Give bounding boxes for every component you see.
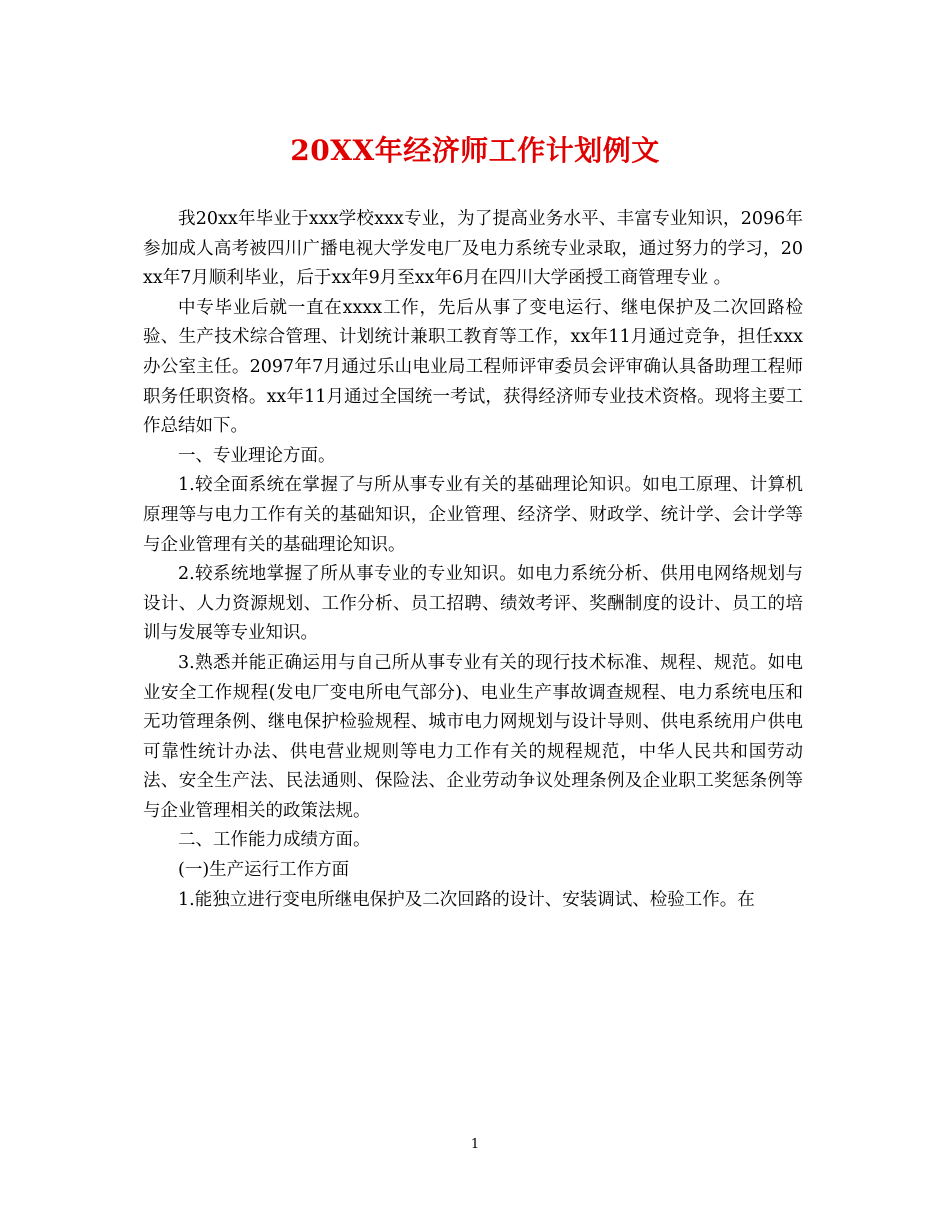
document-body xyxy=(143,205,803,915)
paragraph-theory-2: 2.较系统地掌握了所从事专业的专业知识。如电力系统分析、供用电网络规划与设计、人力资源规划、工作分析、员工招聘、绩效考评、奖酬制度的设计、员工的培训与发展等专业知识。 xyxy=(143,564,803,644)
section-heading-ability: 二、工作能力成绩方面。 xyxy=(178,830,371,851)
section-heading-theory: 一、专业理论方面。 xyxy=(178,445,336,466)
subsection-heading-operation: (一)生产运行工作方面 xyxy=(178,860,350,881)
paragraph-theory-1: 1.较全面系统在掌握了与所从事专业有关的基础理论知识。如电工原理、计算机原理等与电力工作有关的基础知识，企业管理、经济学、财政学、统计学、会计学等与企业管理有关的基础理论知识。 xyxy=(143,475,803,555)
paragraph-operation-1: 1.能独立进行变电所继电保护及二次回路的设计、安装调试、检验工作。在 xyxy=(178,889,755,910)
paragraph-education: 我20xx年毕业于xxx学校xxx专业，为了提高业务水平、丰富专业知识，2096年参加成人高考被四川广播电视大学发电厂及电力系统专业录取，通过努力的学习，20xx年7月顺利毕业，后于xx年9月至xx年6月在四川大学函授工商管理专业 。 xyxy=(143,209,803,289)
document-title: 20XX年经济师工作计划例文 xyxy=(290,134,660,167)
paragraph-theory-3: 3.熟悉并能正确运用与自己所从事专业有关的现行技术标准、规程、规范。如电业安全工作规程(发电厂变电所电气部分)、电业生产事故调查规程、电力系统电压和无功管理条例、继电保护检验规程、城市电力网规划与设计导则、供电系统用户供电可靠性统计办法、供电营业规则等电力工作有关的规程规范，中华人民共和国劳动法、安全生产法、民法通则、保险法、企业劳动争议处理条例及企业职工奖惩条例等与企业管理相关的政策法规。 xyxy=(143,652,803,821)
page-number: 1 xyxy=(470,1137,480,1152)
paragraph-career: 中专毕业后就一直在xxxx工作，先后从事了变电运行、继电保护及二次回路检验、生产技术综合管理、计划统计兼职工教育等工作，xx年11月通过竞争，担任xxx办公室主任。2097年7月通过乐山电业局工程师评审委员会评审确认具备助理工程师职务任职资格。xx年11月通过全国统一考试，获得经济师专业技术资格。现将主要工作总结如下。 xyxy=(143,297,803,437)
